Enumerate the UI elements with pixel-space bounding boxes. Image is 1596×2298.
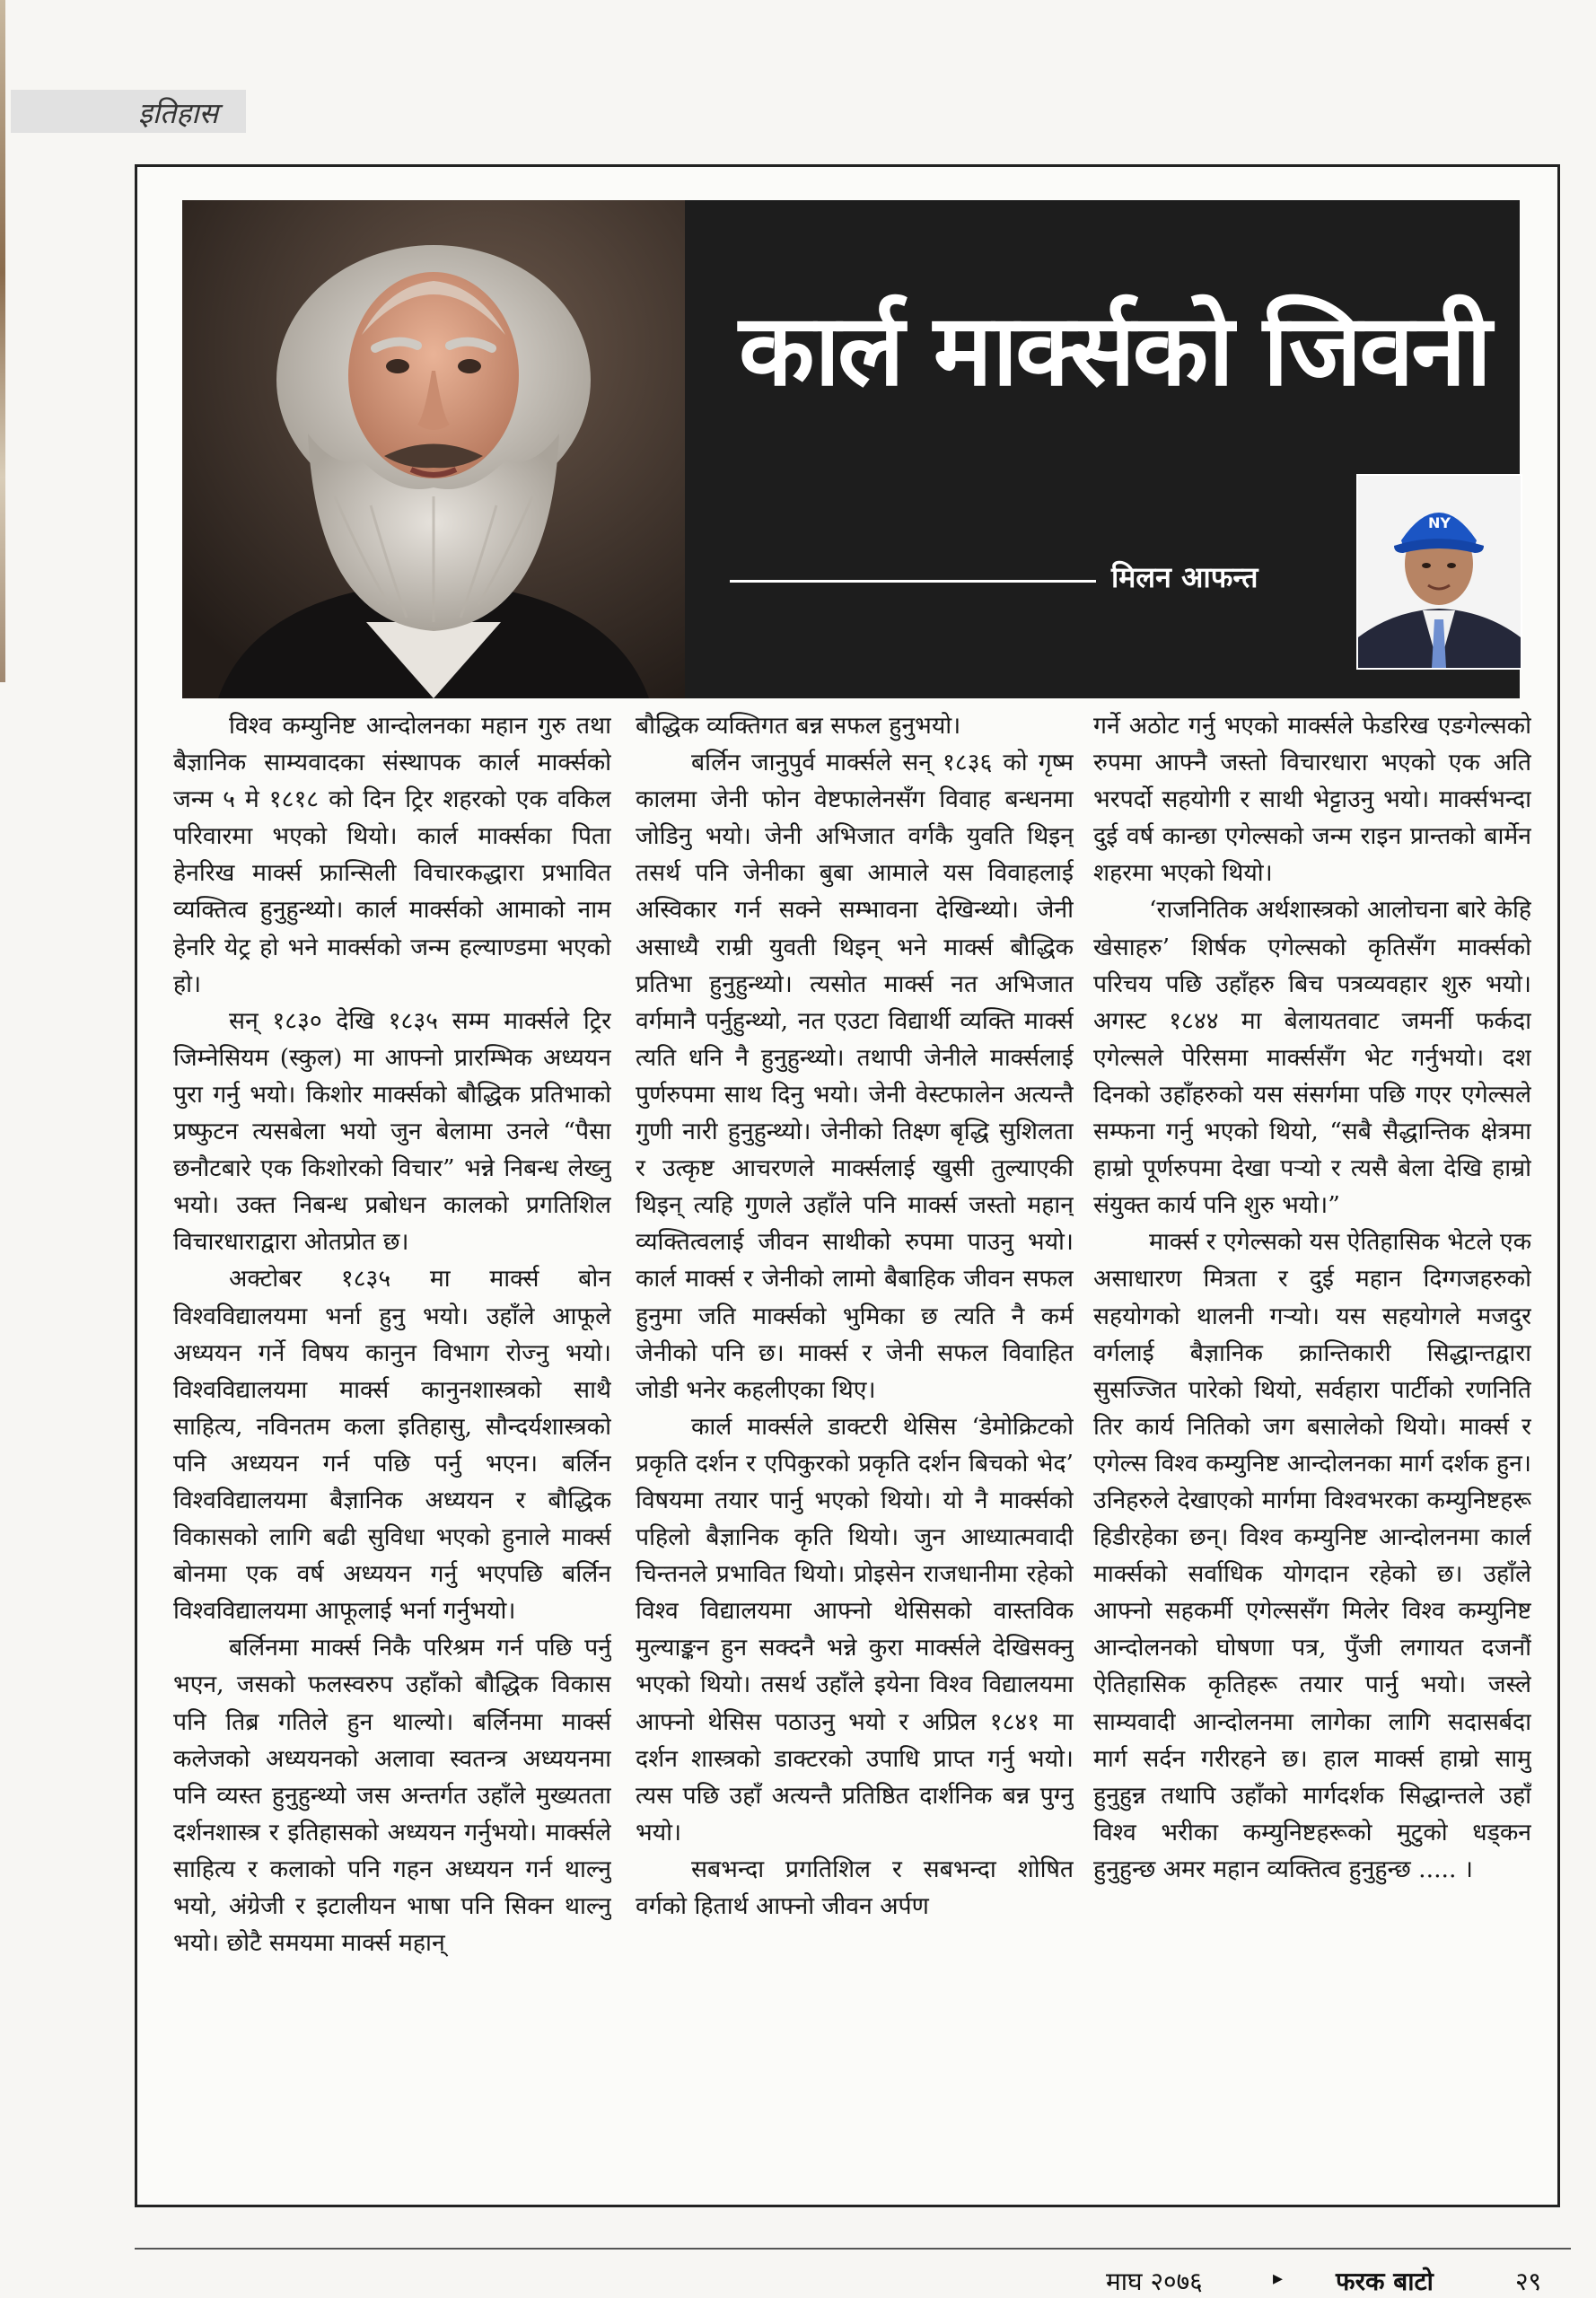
paragraph: सन् १८३० देखि १८३५ सम्म मार्क्सले ट्रिर जिम्नेसियम (स्कुल) मा आफ्नो प्रारम्भिक अध्ययन पुरा गर्नु भयो। किशोर मार्क्सको बौद्धिक प्रतिभाको प्रष्फुटन त्यसबेला भयो जुन बेलामा उनले “पैसा छनौटबारे एक किशोरको विचार” भन्ने निबन्ध लेख्नु भयो। उक्त निबन्ध प्रबोधन कालको प्रगतिशिल विचारधाराद्वारा ओतप्रोत छ।: [173, 1006, 611, 1257]
paragraph: ‘राजनितिक अर्थशास्त्रको आलोचना बारे केहि खेसाहरु’ शिर्षक एगेल्सको कृतिसँग मार्क्सको परिचय पछि उहाँहरु बिच पत्रव्यवहार शुरु भयो। अगस्ट १८४४ मा बेलायतवाट जमर्नी फर्कदा एगेल्सले पेरिसमा मार्क्ससँग भेट गर्नुभयो। दश दिनको उहाँहरुको यस संसर्गमा पछि गएर एगेल्सले सम्फना गर्नु भएको थियो, “सबै सैद्धान्तिक क्षेत्रमा हाम्रो पूर्णरुपमा देखा पर्‍यो र त्यसै बेला देखि हाम्रो संयुक्त कार्य पनि शुरु भयो।”: [1093, 896, 1531, 1220]
article-column-2: [636, 707, 1074, 2188]
paragraph: विश्व कम्युनिष्ट आन्दोलनका महान गुरु तथा बैज्ञानिक साम्यवादका संस्थापक कार्ल मार्क्सको जन्म ५ मे १८१८ को दिन ट्रिर शहरको एक वकिल परिवारमा भएको थियो। कार्ल मार्क्सका पिता हेनरिख मार्क्स फ्रान्सिली विचारकद्धारा प्रभावित व्यक्तित्व हुनुहुन्थ्यो। कार्ल मार्क्सको आमाको नाम हेनरि येट्र हो भने मार्क्सको जन्म हल्याण्डमा भएको हो।: [173, 712, 611, 998]
paragraph: सबभन्दा प्रगतिशिल र सबभन्दा शोषित वर्गको हितार्थ आफ्नो जीवन अर्पण: [636, 1855, 1074, 1920]
paragraph: गर्ने अठोट गर्नु भएको मार्क्सले फेडरिख एङगेल्सको रुपमा आफ्नै जस्तो विचारधारा भएको एक अति भरपर्दो सहयोगी र साथी भेट्टाउनु भयो। मार्क्सभन्दा दुई वर्ष कान्छा एगेल्सको जन्म राइन प्रान्तको बार्मेन शहरमा भएको थियो।: [1093, 712, 1531, 888]
svg-text:NY: NY: [1428, 514, 1451, 531]
article-column-3: [1093, 707, 1531, 2188]
author-photo: [1356, 474, 1522, 670]
paragraph: बौद्धिक व्यक्तिगत बन्न सफल हुनुभयो।: [636, 712, 961, 740]
footer-magazine-name: फरक बाटो: [1336, 2267, 1434, 2296]
paragraph: मार्क्स र एगेल्सको यस ऐतिहासिक भेटले एक असाधारण मित्रता र दुई महान दिग्गजहरुको सहयोगको थालनी गर्‍यो। यस सहयोगले मजदुर वर्गलाई बैज्ञानिक क्रान्तिकारी सिद्धान्तद्वारा सुसज्जित पारेको थियो, सर्वहारा पार्टीको रणनिति तिर कार्य नितिको जग बसालेको थियो। मार्क्स र एगेल्स विश्व कम्युनिष्ट आन्दोलनका मार्ग दर्शक हुन। उनिहरुले देखाएको मार्गमा विश्वभरका कम्युनिष्टहरू हिडीरहेका छन्। विश्व कम्युनिष्ट आन्दोलनमा कार्ल मार्क्सको सर्वाधिक योगदान रहेको छ। उहाँले आफ्नो सहकर्मी एगेल्ससँग मिलेर विश्व कम्युनिष्ट आन्दोलनको घोषणा पत्र, पुँजी लगायत दजनौं ऐतिहासिक कृतिहरू तयार पार्नु भयो। जस्ले साम्यवादी आन्दोलनमा लागेका लागि सदासर्बदा मार्ग सर्दन गरीरहने छ। हाल मार्क्स हाम्रो सामु हुनुहुन्न तथापि उहाँको मार्गदर्शक सिद्धान्तले उहाँ विश्व भरीका कम्युनिष्टहरूको मुटुको धड्कन हुनुहुन्छ अमर महान व्यक्तित्व हुनुहुन्छ ..... ।: [1093, 1228, 1531, 1883]
page-edge-strip: [0, 0, 5, 682]
footer-arrow-icon: ▸: [1273, 2267, 1284, 2290]
section-tag: [11, 90, 246, 133]
article-frame: [135, 164, 1560, 2207]
byline-rule: [730, 580, 1096, 583]
paragraph: कार्ल मार्क्सले डाक्टरी थेसिस ‘डेमोक्रिटको प्रकृति दर्शन र एपिकुरको प्रकृति दर्शन बिचको भेद’ विषयमा तयार पार्नु भएको थियो। यो नै मार्क्सको पहिलो बैज्ञानिक कृति थियो। जुन आध्यात्मवादी चिन्तनले प्रभावित थियो। प्रोइसेन राजधानीमा रहेको विश्व विद्यालयमा आफ्नो थेसिसको वास्तविक मुल्याङ्कन हुन सक्दनै भन्ने कुरा मार्क्सले देखिसक्नु भएको थियो। तसर्थ उहाँले इयेना विश्व विद्यालयमा आफ्नो थेसिस पठाउनु भयो र अप्रिल १८४१ मा दर्शन शास्त्रको डाक्टरको उपाधि प्राप्त गर्नु भयो। त्यस पछि उहाँ अत्यन्तै प्रतिष्ठित दार्शनिक बन्न पुग्नु भयो।: [636, 1412, 1074, 1846]
paragraph: बर्लिनमा मार्क्स निकै परिश्रम गर्न पछि पर्नु भएन, जसको फलस्वरुप उहाँको बौद्धिक विकास पनि तिब्र गतिले हुन थाल्यो। बर्लिनमा मार्क्स कलेजको अध्ययनको अलावा स्वतन्त्र अध्ययनमा पनि व्यस्त हुनुहुन्थ्यो जस अन्तर्गत उहाँले मुख्यतता दर्शनशास्त्र र इतिहासको अध्ययन गर्नुभयो। मार्क्सले साहित्य र कलाको पनि गहन अध्ययन गर्न थाल्नु भयो, अंग्रेजी र इटालीयन भाषा पनि सिक्न थाल्नु भयो। छोटै समयमा मार्क्स महान्: [173, 1634, 611, 1958]
author-name: मिलन आफन्त: [1111, 560, 1258, 594]
title-panel: [685, 200, 1520, 698]
footer-issue-date: माघ २०७६: [1106, 2267, 1203, 2296]
portrait-photo: [182, 200, 685, 698]
paragraph: अक्टोबर १८३५ मा मार्क्स बोन विश्वविद्यालयमा भर्ना हुनु भयो। उहाँले आफूले अध्ययन गर्ने विषय कानुन विभाग रोज्नु भयो। विश्वविद्यालयमा मार्क्स कानुनशास्त्रको साथै साहित्य, नविनतम कला इतिहासु, सौन्दर्यशास्त्रको पनि अध्ययन गर्न पछि पर्नु भएन। बर्लिन विश्वविद्यालयमा बैज्ञानिक अध्ययन र बौद्धिक विकासको लागि बढी सुविधा भएको हुनाले मार्क्स बोनमा एक वर्ष अध्ययन गर्नु भएपछि बर्लिन विश्वविद्यालयमा आफूलाई भर्ना गर्नुभयो।: [173, 1265, 611, 1626]
article-column-1: [173, 707, 611, 2188]
section-label: इतिहास: [138, 96, 219, 130]
footer-page-number: २९: [1515, 2267, 1542, 2296]
article-title: कार्ल मार्क्सको जिवनी: [739, 293, 1489, 408]
paragraph: बर्लिन जानुपुर्व मार्क्सले सन् १८३६ को गृष्म कालमा जेनी फोन वेष्टफालेनसँग विवाह बन्धनमा जोडिनु भयो। जेनी अभिजात वर्गकै युवति थिइन् तसर्थ पनि जेनीका बुबा आमाले यस विवाहलाई अस्विकार गर्न सक्ने सम्भावना देखिन्थ्यो। जेनी असाध्यै राम्री युवती थिइन् भने मार्क्स बौद्धिक प्रतिभा हुनुहुन्थ्यो। त्यसोत मार्क्स नत अभिजात वर्गमानै पर्नुहुन्थ्यो, नत एउटा विद्यार्थी व्यक्ति मार्क्स त्यति धनि नै हुनुहुन्थ्यो। तथापी जेनीले मार्क्सलाई पुर्णरुपमा साथ दिनु भयो। जेनी वेस्टफालेन अत्यन्तै गुणी नारी हुनुहुन्थ्यो। जेनीको तिक्ष्ण बृद्धि सुशिलता र उत्कृष्ट आचरणले मार्क्सलाई खुसी तुल्याएकी थिइन् त्यहि गुणले उहाँले पनि मार्क्स जस्तो महान् व्यक्तित्वलाई जीवन साथीको रुपमा पाउनु भयो। कार्ल मार्क्स र जेनीको लामो बैबाहिक जीवन सफल हुनुमा जति मार्क्सको भुमिका छ त्यति नै कर्म जेनीको पनि छ। मार्क्स र जेनी सफल विवाहित जोडी भनेर कहलीएका थिए।: [636, 749, 1074, 1404]
footer-rule: [135, 2248, 1571, 2250]
